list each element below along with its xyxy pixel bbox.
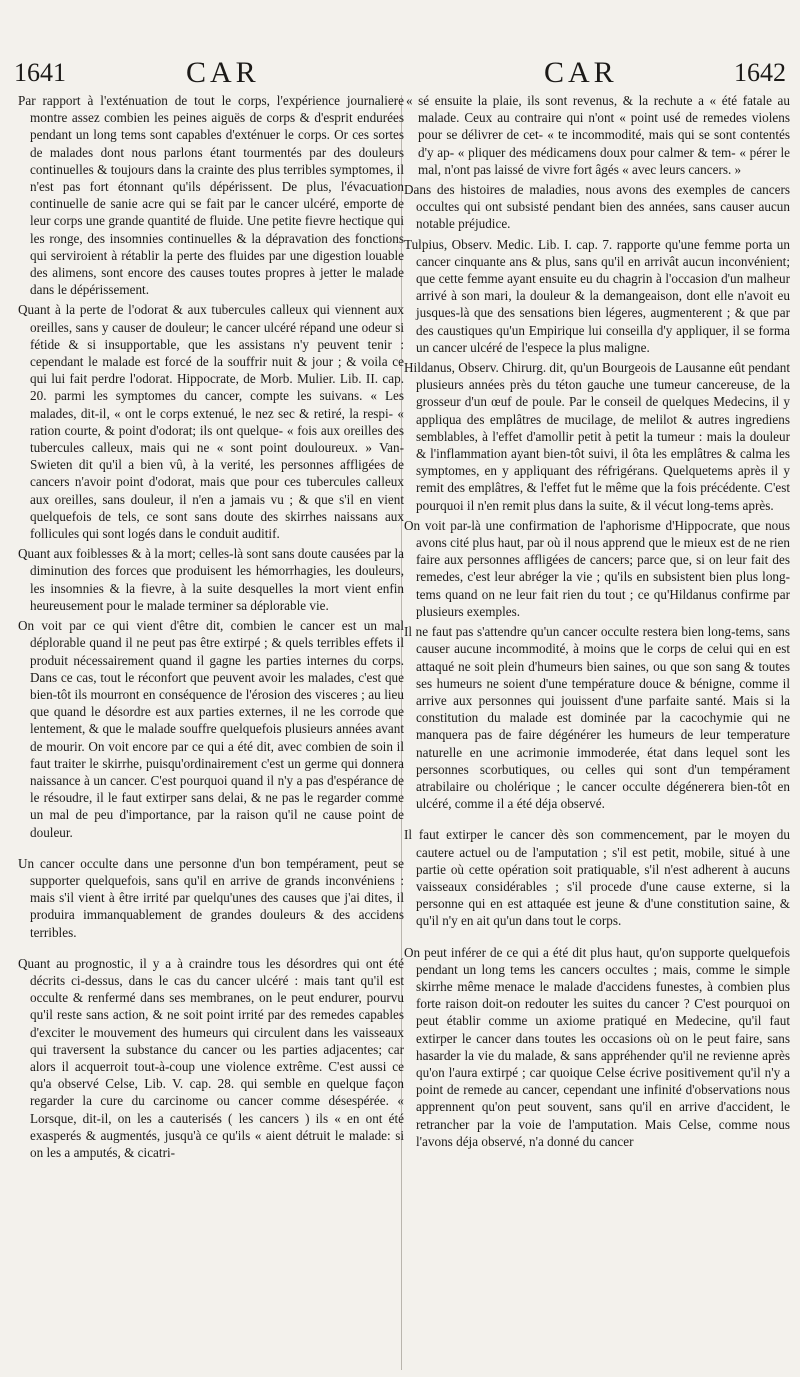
left-column bbox=[18, 92, 404, 1372]
paragraph: On voit par ce qui vient d'être dit, combien le cancer est un mal déplorable quand il ne peut pas être extirpé ; & quels terribles effets il produit nécessairement quand il gagne les parties internes du corps. Dans ce cas, tout le réconfort que peuvent avoir les malades, c'est que bien-tôt ils mourront en conséquence de l'érosion des visceres ; au lieu que quand le désordre est aux parties externes, il ne les corrode que lentement, & que le malade souffre quelquefois plusieurs années avant de mourir. On voit encore par ce qui a été dit, avec combien de soin il faut traiter le skirrhe, puisqu'ordinairement c'est un germe qui donnera naissance à un cancer. C'est pourquoi quand il n'y a pas d'espérance de le résoudre, il le faut extirper sans delai, & ne pas le regarder comme un mal de peu d'importance, par la raison qu'il ne cause point de douleur. bbox=[18, 618, 404, 840]
running-header bbox=[14, 52, 786, 92]
paragraph: Quant à la perte de l'odorat & aux tubercules calleux qui viennent aux oreilles, sans y causer de douleur; le cancer ulcéré répand une odeur si fétide & si insupportable, que les assistans n'y peuvent tenir : cependant le malade est forcé de la souffrir nuit & jour ; & voila ce qui lui fait perdre l'odorat. Hippocrate, de Morb. Mulier. Lib. II. cap. 20. parmi les symptomes du cancer, compte les suivans. « Les malades, dit-il, « ont le corps extenué, le nez sec & retiré, la respi- « ration courte, & point d'odorat; ils ont quelque- « fois aux oreilles des tubercules calleux, mais qui ne « sont point douloureux. » Van-Swieten dit qu'il a bien vû, à la verité, les personnes affligées de cancers n'avoir point d'odorat, mais que pour ces tubercules calleux aux oreilles, sans douleur, il n'en a jamais vu ; & que s'il en vient quelquefois de tels, ce sont sans doute des skirrhes naissans aux follicules qui sont logés dans le conduit auditif. bbox=[18, 302, 404, 542]
paragraph: Hildanus, Observ. Chirurg. dit, qu'un Bourgeois de Lausanne eût pendant plusieurs années près du téton gauche une tumeur cancereuse, de la grosseur d'un œuf de poule. Par le conseil de quelques Medecins, il y appliqua des emplâtres de mucilage, de melilot & autres ingrediens semblables, à l'effet d'amollir petit à petit la tumeur : mais la douleur & l'inflammation ayant bien-tôt suivi, il ôta les emplâtres & calma les symptomes, en y appliquant des réfrigérans. Quelquetems après il y remit des emplâtres, & l'effet fut le même que la fois précédente. C'est pourquoi il n'en remit plus dans la suite, & il vécut long-tems après. bbox=[404, 360, 790, 513]
header-word-right: CAR bbox=[544, 56, 618, 89]
paragraph: On voit par-là une confirmation de l'aphorisme d'Hippocrate, que nous avons cité plus haut, par où il nous apprend que le mieux est de ne rien faire aux personnes affligées de cancers; parce que, si on leur fait des remedes, c'est leur abréger la vie ; qu'ils en subsistent bien plus long-tems quand on ne leur fait rien du tout ; ce qu'Hildanus confirme par plusieurs exemples. bbox=[404, 517, 790, 619]
page-number-left: 1641 bbox=[14, 58, 66, 87]
paragraph: « sé ensuite la plaie, ils sont revenus, & la rechute a « été fatale au malade. Ceux au contraire qui n'ont « point usé de remedes violens pour se délivrer de cet- « te incommodité, mais qui se sont contentés d'y ap- « pliquer des médicamens doux pour calmer & tem- « pérer le mal, n'ont pas laissé de vivre fort âgés « avec leurs cancers. » bbox=[406, 93, 790, 177]
right-column bbox=[404, 92, 790, 1372]
paragraph: Quant aux foiblesses & à la mort; celles-là sont sans doute causées par la diminution des forces que produisent les hémorrhagies, les douleurs, les insomnies & la fievre, à la suite desquelles la mort vient enfin heureusement pour le malade terminer sa déplorable vie. bbox=[18, 546, 404, 613]
paragraph: Quant au prognostic, il y a à craindre tous les désordres qui ont été décrits ci-dessus, dans le cas du cancer ulcéré : mais tant qu'il est occulte & renfermé dans ses membranes, on le peut endurer, pourvu qu'il reste sans action, & ne soit point irrité par des remedes capables d'exciter le mouvement des humeurs qui circulent dans les vaisseaux qui traversent la substance du cancer ou les parties adjacentes; car alors il acquerroit tout-à-coup une violence extrême. C'est aussi ce qu'a observé Celse, Lib. V. cap. 28. qui semble en quelque façon regarder la cure du carcinome ou cancer comme désespérée. « Lorsque, dit-il, on les a cauterisés ( les cancers ) ils « en ont été exasperés & augmentés, jusqu'à ce qu'ils « aient détruit le malade: si on les a amputés, & cicatri- bbox=[18, 955, 404, 1160]
paragraph: Il ne faut pas s'attendre qu'un cancer occulte restera bien long-tems, sans causer aucune incommodité, à moins que le corps de celui qui en est attaqué ne soit plein d'humeurs bien saines, ou que son sang & toutes ses humeurs ne soient d'une température douce & bénigne, comme il arrive aux personnes qui jouissent d'une parfaite santé. Mais si la constitution du malade est dominée par la cacochymie qui ne manquera pas de faire dégénérer les humeurs de leur temperature naturelle en une acrimonie immoderée, état dans lequel sont les personnes scorbutiques, ou celles qui sont d'un tempérament atrabilaire ou cholérique ; le cancer occulte dégénerera bien-tôt en ulcéré, comme il a été déja observé. bbox=[404, 624, 790, 812]
paragraph: Par rapport à l'exténuation de tout le corps, l'expérience journaliere montre assez combien les peines aiguës de corps & d'esprit endurées pendant un long tems sont capables d'exténuer le corps. Or ces sortes de malades dont nous parlons étant tourmentés par des douleurs continuelles & toujours dans la crainte des plus terribles symptomes, il n'est pas fort étonnant qu'ils dépérissent. De plus, l'évacuation continuelle de sanie acre qui se fait par le cancer ulcéré, emporte de leur corps une grande quantité de fluide. Une petite fievre hectique qui les ronge, des insomnies continuelles & la dépravation des fonctions qui serviroient à rétablir la perte des fluides par une digestion louable des alimens, sont encore des causes toutes propres à jetter le malade dans le dépérissement. bbox=[18, 93, 404, 298]
paragraph: Un cancer occulte dans une personne d'un bon tempérament, peut se supporter quelquefois, sans qu'il en arrive de grands inconvéniens : mais s'il vient à être irrité par quelqu'unes des causes que j'ai dites, il produira immanquablement de grandes douleurs & des accidens terribles. bbox=[18, 855, 404, 940]
paragraph: On peut inférer de ce qui a été dit plus haut, qu'on supporte quelquefois pendant un long tems les cancers occultes ; mais, comme le simple skirrhe même menace le malade d'accidens funestes, à combien plus forte raison doit-on redouter les suites du cancer ? C'est pourquoi on peut établir comme un axiome pratiqué en Medecine, qu'il faut extirper le cancer dans toutes les occasions où on le peut faire, sans hasarder la vie du malade, & sans appréhender qu'il ne revienne après qu'on l'aura extirpé ; car quoique Celse écrive positivement qu'il n'y a point de remede au cancer, cependant une infinité d'observations nous apprennent qu'on peut souvent, sans qu'il en arrive d'accident, le retrancher par la voie de l'amputation. Mais Celse, comme nous l'avons déja observé, n'a donné du cancer bbox=[404, 944, 790, 1149]
paragraph: Tulpius, Observ. Medic. Lib. I. cap. 7. rapporte qu'une femme porta un cancer cinquante ans & plus, sans qu'il en arrivât aucun inconvénient; que cette femme ayant ensuite eu du chagrin à l'occasion d'un malheur arrivé à son mari, la douleur & la demangeaison, dont elle n'avoit eu jusques-là que des sensations bien légeres, augmenterent ; & que par des caustiques qu'un Empirique lui conseilla d'y appliquer, il se forma un cancer ulcéré de l'espece la plus maligne. bbox=[404, 236, 790, 355]
page-number-right: 1642 bbox=[734, 58, 786, 87]
paragraph: Dans des histoires de maladies, nous avons des exemples de cancers occultes qui ont subsisté pendant bien des années, sans causer aucun notable préjudice. bbox=[404, 182, 790, 232]
header-word-left: CAR bbox=[186, 56, 260, 89]
paragraph: Il faut extirper le cancer dès son commencement, par le moyen du cautere actuel ou de l'amputation ; s'il est petit, mobile, situé à une partie où cette opération soit pratiquable, s'il n'est adherent à aucuns vaisseaux considérables ; s'il procede d'une cause externe, si la personne qui en est attaquée est jeune & d'une constitution saine, & qu'il n'y en ait qu'un dans tout le corps. bbox=[404, 827, 790, 929]
